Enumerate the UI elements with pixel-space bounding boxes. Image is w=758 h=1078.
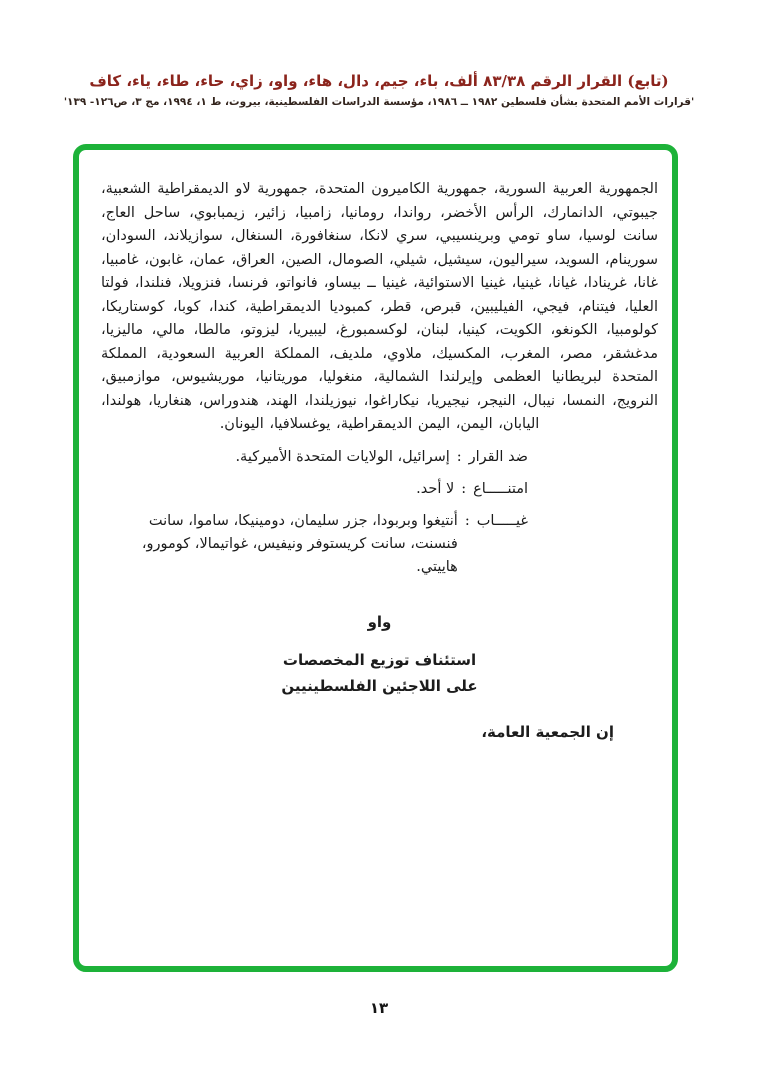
section-heading-line2: على اللاجئين الفلسطينيين xyxy=(281,676,478,695)
green-border-box xyxy=(73,144,678,972)
source-citation: 'قرارات الأمم المتحدة بشأن فلسطين ١٩٨٢ ــ ١٩٨٦، مؤسسة الدراسات الفلسطينية، بيروت، ط ١، ١٩٩٤، مج ٣، ص١٢٦- ١٣٩' xyxy=(63,96,695,108)
vote-absent-colon: : xyxy=(464,512,470,529)
vote-against-row xyxy=(101,446,528,469)
vote-abstain-colon: : xyxy=(461,480,467,497)
vote-absent-row xyxy=(101,510,528,579)
part-letter-heading: واو xyxy=(367,612,392,631)
resolution-title: (تابع) القرار الرقم ٨٣/٣٨ ألف، باء، جيم، دال، هاء، واو، زاي، حاء، طاء، ياء، كاف xyxy=(89,72,669,90)
vote-abstain-label: امتنـــــاع xyxy=(473,480,528,497)
section-heading-line1: استئناف توزيع المخصصات xyxy=(282,650,477,669)
vote-abstain-value: لا أحد. xyxy=(416,480,455,497)
general-assembly-opening: إن الجمعية العامة، xyxy=(481,722,614,741)
vote-against-colon: : xyxy=(456,448,462,465)
page-number: ١٣ xyxy=(369,999,389,1017)
vote-absent-label: غيـــــاب xyxy=(476,512,528,529)
vote-against-value: إسرائيل، الولايات المتحدة الأميركية. xyxy=(235,448,450,465)
countries-in-favor-list: الجمهورية العربية السورية، جمهورية الكاميرون المتحدة، جمهورية لاو الديمقراطية الشعبية، جيبوتي، الدانمارك، الرأس الأخضر، رواندا، رومانيا، زامبيا، زائير، زيمبابوي، ساحل العاج، سانت لوسيا، ساو تومي وبرينسيبي، سري لانكا، سنغافورة، السنغال، سوازيلاند، السودان، سورينام، السويد، سيراليون، سيشيل، شيلي، الصومال، الصين، العراق، عمان، غابون، غامبيا، غانا، غرينادا، غيانا، غينيا، غينيا الاستوائية، غينيا ــ بيساو، فانواتو، فرنسا، فنزويلا، فنلندا، فولتا العليا، فيتنام، فيجي، الفيليبين، قبرص، قطر، كمبوديا الديمقراطية، كندا، كوبا، كوستاريكا، كولومبيا، الكونغو، الكويت، كينيا، لبنان، لوكسمبورغ، ليبيريا، ليزوتو، مالطا، مالي، ماليزيا، مدغشقر، مصر، المغرب، المكسيك، ملاوي، ملديف، المملكة العربية السعودية، المملكة المتحدة لبريطانيا العظمى وإيرلندا الشمالية، منغوليا، موريتانيا، موريشيوس، موازمبيق، النرويج، النمسا، نيبال، النيجر، نيجيريا، نيكاراغوا، نيوزيلندا، الهند، هندوراس، هنغاريا، هولندا، اليابان، اليمن، اليمن الديمقراطية، يوغسلافيا، اليونان. xyxy=(101,181,658,432)
page-header xyxy=(0,0,758,108)
vote-abstain-row xyxy=(101,478,528,501)
vote-against-label: ضد القرار xyxy=(468,448,528,465)
vote-absent-value: أنتيغوا وبربودا، جزر سليمان، دومينيكا، ساموا، سانت فنسنت، سانت كريستوفر ونيفيس، غواتيمالا، كومورو، هاييتي. xyxy=(141,512,458,575)
